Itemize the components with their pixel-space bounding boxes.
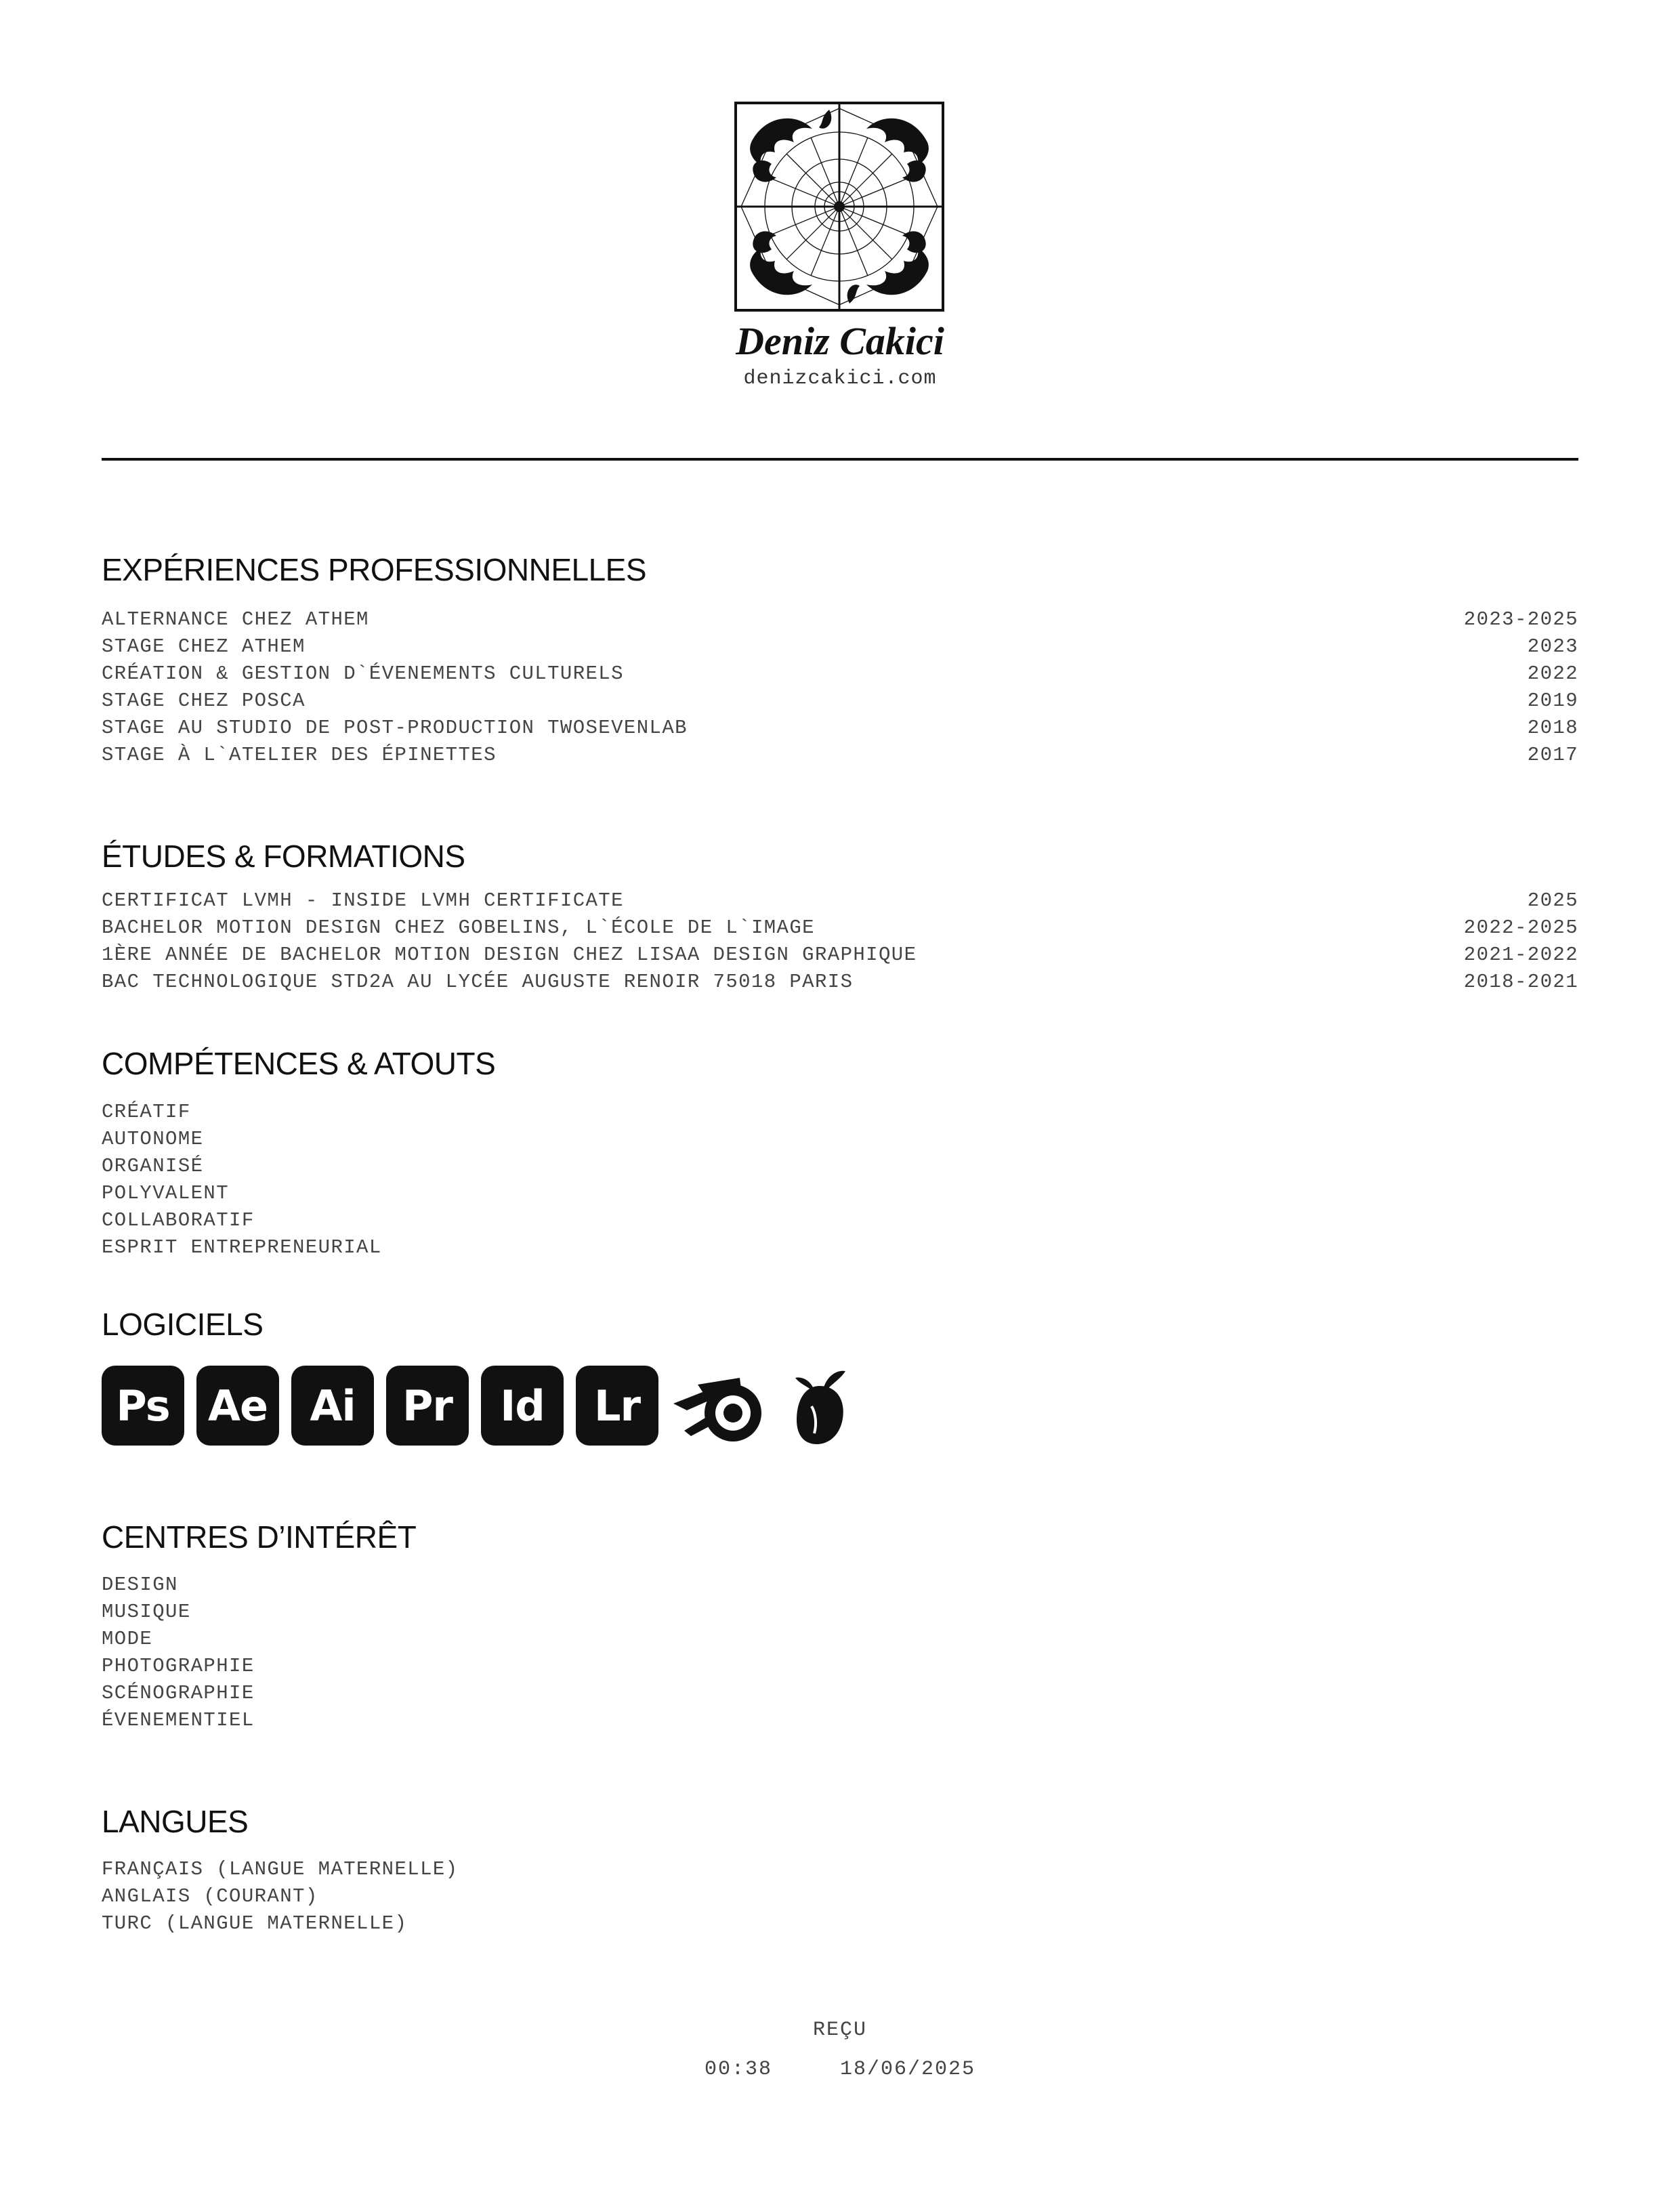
premiere-pro-icon: Pr <box>386 1366 469 1446</box>
section-title-software: LOGICIELS <box>102 1307 264 1342</box>
experience-item <box>102 660 1578 688</box>
indesign-icon: Id <box>481 1366 564 1446</box>
experience-item <box>102 715 1578 742</box>
skill-label: ESPRIT ENTREPRENEURIAL <box>102 1236 382 1259</box>
received-stamp: REÇU <box>812 2019 867 2042</box>
interest-item <box>102 1572 1578 1599</box>
experience-label: STAGE CHEZ POSCA <box>102 690 306 712</box>
education-label: CERTIFICAT LVMH - INSIDE LVMH CERTIFICATE <box>102 889 624 912</box>
skill-label: POLYVALENT <box>102 1182 230 1204</box>
section-title-education: ÉTUDES & FORMATIONS <box>102 839 465 874</box>
skill-label: COLLABORATIF <box>102 1209 255 1231</box>
education-item <box>102 887 1578 914</box>
experience-years: 2023 <box>1527 635 1578 658</box>
skills-list <box>102 1099 1578 1261</box>
after-effects-icon: Ae <box>196 1366 279 1446</box>
skill-item <box>102 1126 1578 1153</box>
skill-label: AUTONOME <box>102 1128 204 1150</box>
lightroom-icon: Lr <box>576 1366 658 1446</box>
experience-years: 2018 <box>1527 717 1578 739</box>
skill-label: ORGANISÉ <box>102 1155 204 1177</box>
section-title-interests: CENTRES D’INTÉRÊT <box>102 1519 417 1555</box>
photoshop-icon: Ps <box>102 1366 184 1446</box>
skill-item <box>102 1153 1578 1180</box>
language-item <box>102 1910 1578 1937</box>
education-item <box>102 914 1578 942</box>
illustrator-icon: Ai <box>291 1366 374 1446</box>
language-item <box>102 1856 1578 1883</box>
education-years: 2018-2021 <box>1463 971 1578 993</box>
interests-list <box>102 1572 1578 1734</box>
experience-item <box>102 688 1578 715</box>
experience-list <box>102 606 1578 769</box>
section-title-skills: COMPÉTENCES & ATOUTS <box>102 1046 496 1081</box>
skill-label: CRÉATIF <box>102 1101 191 1123</box>
experience-label: STAGE AU STUDIO DE POST-PRODUCTION TWOSEVENLAB <box>102 717 688 739</box>
interest-item <box>102 1707 1578 1734</box>
experience-years: 2019 <box>1527 690 1578 712</box>
experience-item <box>102 742 1578 769</box>
experience-label: STAGE À L`ATELIER DES ÉPINETTES <box>102 744 497 766</box>
education-item <box>102 969 1578 996</box>
fl-studio-icon <box>793 1366 848 1446</box>
skill-item <box>102 1099 1578 1126</box>
candidate-name: Deniz Cakici <box>736 319 944 363</box>
section-title-languages: LANGUES <box>102 1804 249 1839</box>
language-label: ANGLAIS (COURANT) <box>102 1885 318 1908</box>
interest-label: PHOTOGRAPHIE <box>102 1655 255 1677</box>
header-divider <box>102 458 1578 461</box>
education-label: BACHELOR MOTION DESIGN CHEZ GOBELINS, L`ÉCOLE DE L`IMAGE <box>102 917 815 939</box>
experience-years: 2023-2025 <box>1463 608 1578 631</box>
experience-item <box>102 606 1578 633</box>
interest-label: SCÉNOGRAPHIE <box>102 1682 255 1704</box>
skill-item <box>102 1207 1578 1234</box>
interest-label: MUSIQUE <box>102 1601 191 1623</box>
interest-label: ÉVENEMENTIEL <box>102 1709 255 1731</box>
received-timestamp <box>705 2058 975 2081</box>
education-years: 2022-2025 <box>1463 917 1578 939</box>
education-label: 1ÈRE ANNÉE DE BACHELOR MOTION DESIGN CHEZ LISAA DESIGN GRAPHIQUE <box>102 944 917 966</box>
interest-item <box>102 1653 1578 1680</box>
education-years: 2025 <box>1527 889 1578 912</box>
education-label: BAC TECHNOLOGIQUE STD2A AU LYCÉE AUGUSTE RENOIR 75018 PARIS <box>102 971 854 993</box>
interest-item <box>102 1599 1578 1626</box>
education-years: 2021-2022 <box>1463 944 1578 966</box>
experience-item <box>102 633 1578 660</box>
experience-label: ALTERNANCE CHEZ ATHEM <box>102 608 369 631</box>
education-list <box>102 887 1578 996</box>
skill-item <box>102 1180 1578 1207</box>
languages-list <box>102 1856 1578 1937</box>
interest-label: MODE <box>102 1628 153 1650</box>
received-time: 00:38 <box>705 2058 773 2081</box>
interest-item <box>102 1626 1578 1653</box>
ornamental-logo <box>734 102 944 312</box>
website-link[interactable]: denizcakici.com <box>743 367 937 390</box>
experience-label: STAGE CHEZ ATHEM <box>102 635 306 658</box>
experience-years: 2022 <box>1527 662 1578 685</box>
language-label: TURC (LANGUE MATERNELLE) <box>102 1912 408 1935</box>
interest-label: DESIGN <box>102 1574 178 1596</box>
interest-item <box>102 1680 1578 1707</box>
education-item <box>102 942 1578 969</box>
section-title-experiences: EXPÉRIENCES PROFESSIONNELLES <box>102 552 647 587</box>
blender-icon <box>671 1366 776 1446</box>
software-icons-row <box>102 1365 864 1446</box>
experience-label: CRÉATION & GESTION D`ÉVENEMENTS CULTURELS <box>102 662 624 685</box>
received-date: 18/06/2025 <box>840 2058 976 2081</box>
language-label: FRANÇAIS (LANGUE MATERNELLE) <box>102 1858 459 1880</box>
skill-item <box>102 1234 1578 1261</box>
language-item <box>102 1883 1578 1910</box>
experience-years: 2017 <box>1527 744 1578 766</box>
